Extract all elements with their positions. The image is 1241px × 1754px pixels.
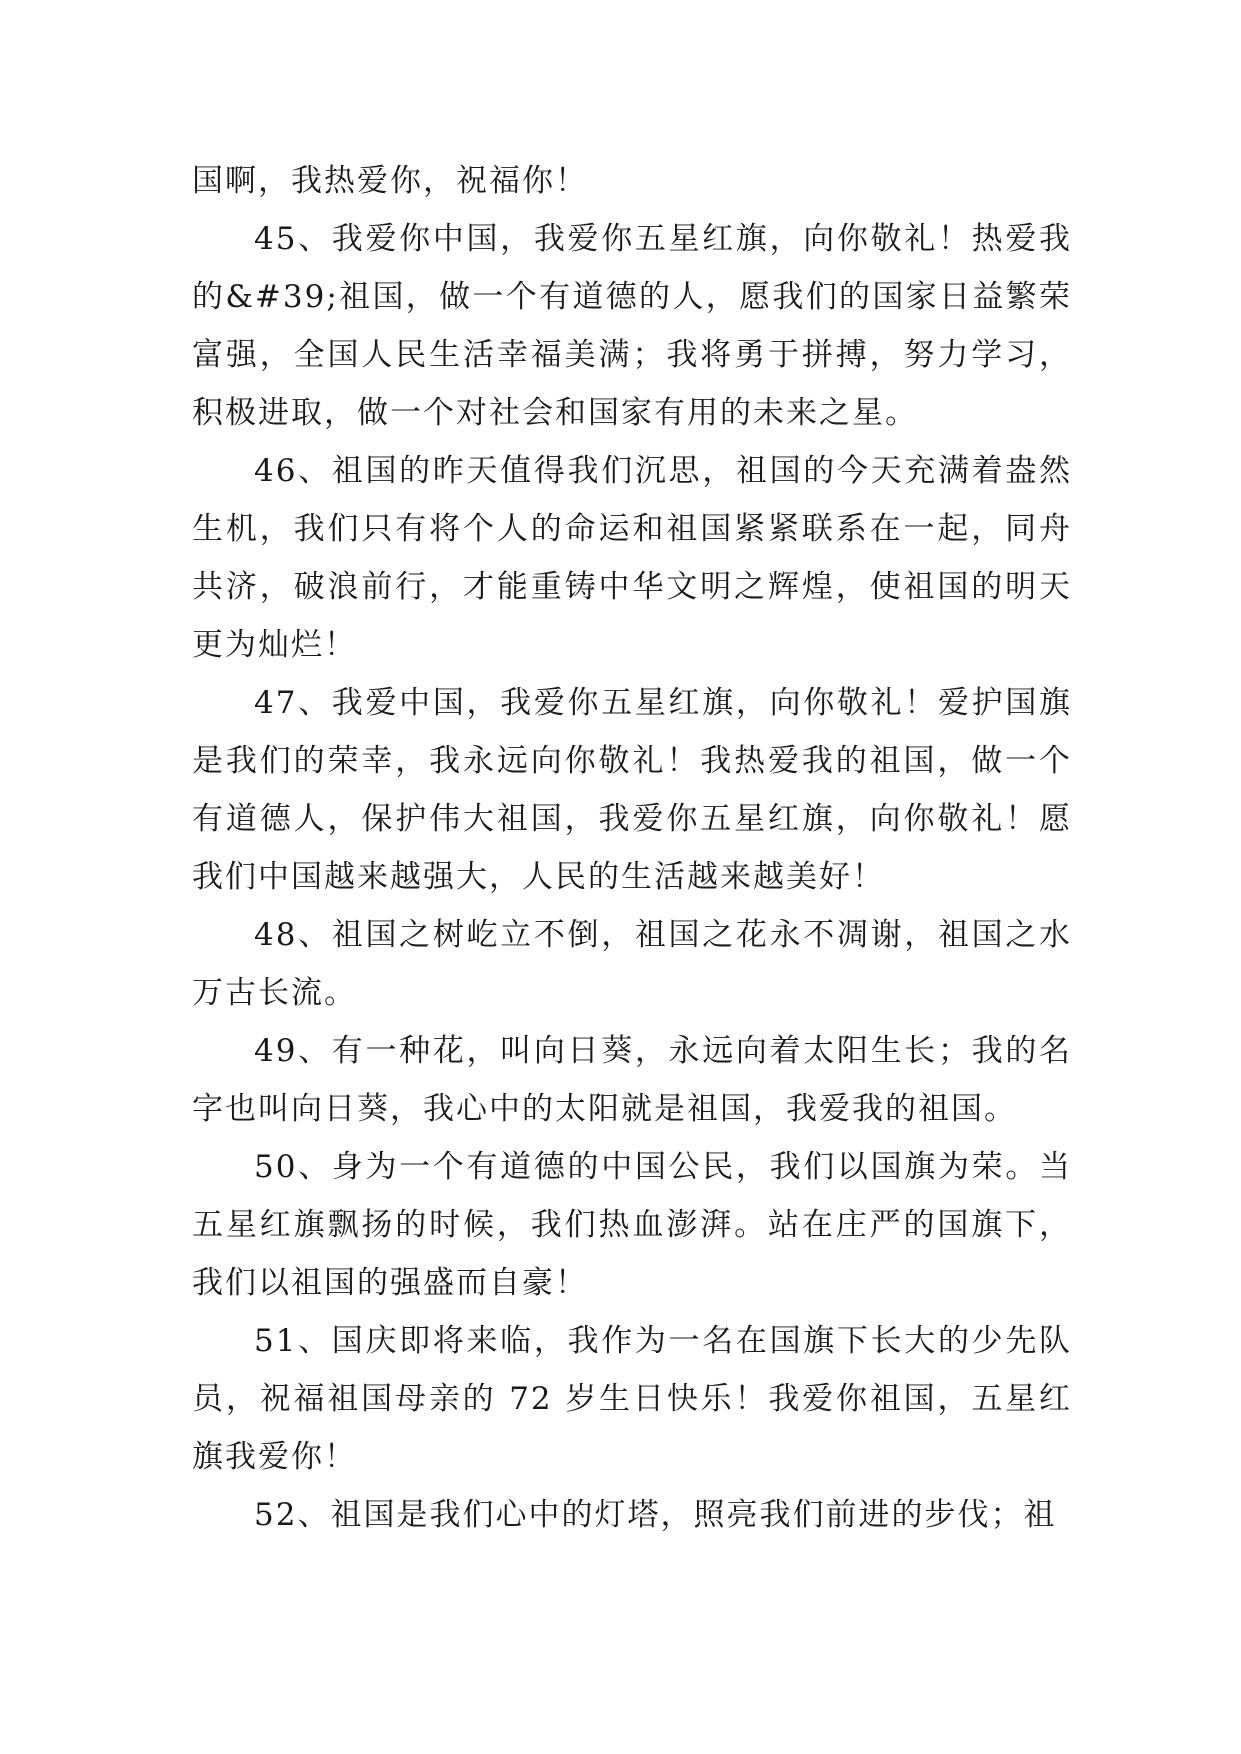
paragraph-item-52: 52、祖国是我们心中的灯塔，照亮我们前进的步伐；祖 (254, 1497, 1057, 1533)
paragraph-item-50: 50、身为一个有道德的中国公民，我们以国旗为荣。当五星红旗飘扬的时候，我们热血澎湃。站在庄严的国旗下，我们以祖国的强盛而自豪！ (192, 1149, 1072, 1301)
paragraph-item-51: 51、国庆即将来临，我作为一名在国旗下长大的少先队员，祝福祖国母亲的 72 岁生日快乐！我爱你祖国，五星红旗我爱你！ (192, 1323, 1072, 1475)
paragraph-item-48: 48、祖国之树屹立不倒，祖国之花永不凋谢，祖国之水万古长流。 (192, 917, 1072, 1011)
paragraph-item-49: 49、有一种花，叫向日葵，永远向着太阳生长；我的名字也叫向日葵，我心中的太阳就是祖国，我爱我的祖国。 (192, 1033, 1072, 1127)
paragraph-item-46: 46、祖国的昨天值得我们沉思，祖国的今天充满着盎然生机，我们只有将个人的命运和祖国紧紧联系在一起，同舟共济，破浪前行，才能重铸中华文明之辉煌，使祖国的明天更为灿烂！ (192, 453, 1072, 663)
document-page (192, 152, 1072, 1544)
paragraph-item-45: 45、我爱你中国，我爱你五星红旗，向你敬礼！热爱我的&#39;祖国，做一个有道德的人，愿我们的国家日益繁荣富强，全国人民生活幸福美满；我将勇于拼搏，努力学习，积极进取，做一个对社会和国家有用的未来之星。 (192, 221, 1072, 431)
paragraph-item-47: 47、我爱中国，我爱你五星红旗，向你敬礼！爱护国旗是我们的荣幸，我永远向你敬礼！我热爱我的祖国，做一个有道德人，保护伟大祖国，我爱你五星红旗，向你敬礼！愿我们中国越来越强大，人民的生活越来越美好！ (192, 685, 1072, 895)
paragraph-continuation: 国啊，我热爱你，祝福你！ (192, 163, 588, 199)
